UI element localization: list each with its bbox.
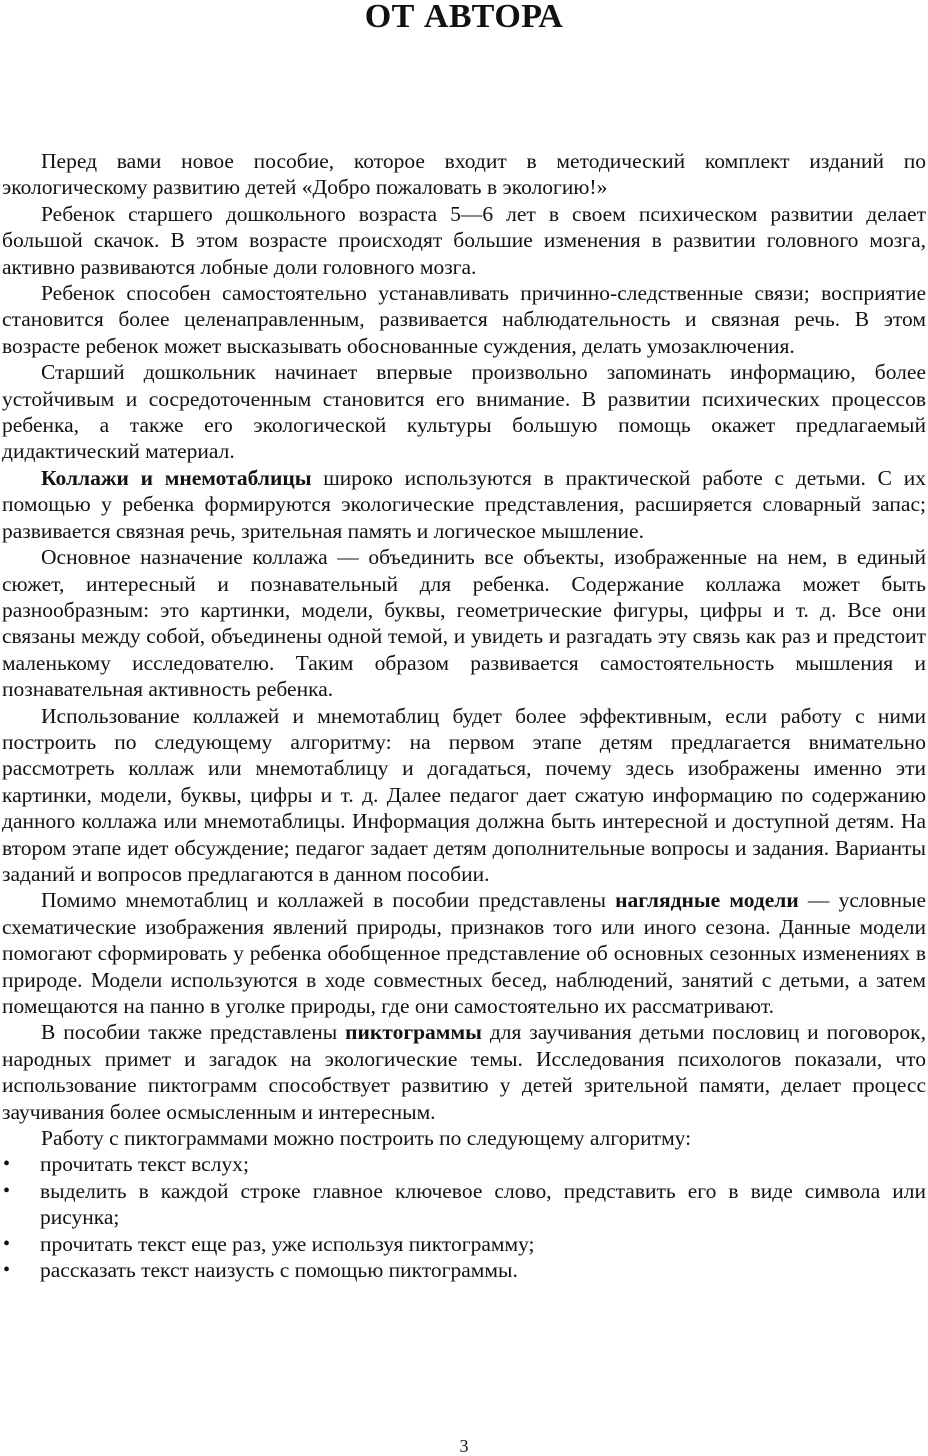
list-item: • прочитать текст еще раз, уже используя пиктограмму; <box>2 1231 926 1257</box>
paragraph-algorithm: Использование коллажей и мнемотаблиц будет более эффективным, если работу с ними построить по следующему алгоритму: на первом этапе детям предлагается внимательно рассмотреть коллаж или мнемотаблицу и догадаться, почему здесь изображены именно эти картинки, модели, буквы, цифры и т. д. Далее педагог дает сжатую информацию по содержанию данного коллажа или мнемотаблицы. Информация должна быть интересной и доступной детям. На втором этапе идет обсуждение; педагог задает детям дополнительные вопросы и задания. Варианты заданий и вопросов предлагаются в данном пособии. <box>2 703 926 886</box>
term-visual-models: наглядные модели <box>615 888 799 913</box>
page-number: 3 <box>459 1436 469 1456</box>
body-text <box>2 148 926 1283</box>
paragraph-collages-text: широко используются в практической работе с детьми. С их помощью у ребенка формируются экологические представления, расширяется словарный запас; развивается связная речь, зрительная память и логическое мышление. <box>2 465 926 543</box>
paragraph-memory-attention: Старший дошкольник начинает впервые произвольно запоминать информацию, более устойчивым и сосредоточенным становится его внимание. В развитии психических процессов ребенка, а также его экологической культуры большую помощь окажет предлагаемый дидактический материал. <box>2 360 926 464</box>
list-item: • рассказать текст наизусть с помощью пиктограммы. <box>2 1257 926 1283</box>
paragraph-cause-effect: Ребенок способен самостоятельно устанавливать причинно-следственные связи; восприятие становится более целенаправленным, развивается наблюдательность и связная речь. В этом возрасте ребенок может высказывать обоснованные суждения, делать умозаключения. <box>2 281 926 358</box>
algorithm-list <box>2 1151 926 1283</box>
page-title: ОТ АВТОРА <box>364 0 564 35</box>
paragraph-visual-models-text: — условные схематические изображения явлений природы, признаков того или иного сезона. Данные модели помогают сформировать у ребенка обобщенное представление об основных сезонных изменениях в природе. Модели используются в ходе совместных бесед, наблюдений, занятий с детьми, а затем помещаются на панно в уголке природы, где они самостоятельно их рассматривают. <box>2 888 926 1018</box>
paragraph-age-development: Ребенок старшего дошкольного возраста 5—6 лет в своем психическом развитии делает большой скачок. В этом возрасте происходят большие изменения в развитии головного мозга, активно развиваются лобные доли головного мозга. <box>2 201 926 279</box>
paragraph-collage-purpose: Основное назначение коллажа — объединить все объекты, изображенные на нем, в единый сюжет, интересный и познавательный для ребенка. Содержание коллажа может быть разнообразным: это картинки, модели, буквы, геометрические фигуры, цифры и т. д. Все они связаны между собой, объединены одной темой, и увидеть и разгадать эту связь как раз и предстоит маленькому исследователю. Таким образом развивается самостоятельность мышления и познавательная активность ребенка. <box>2 545 926 702</box>
paragraph-visual-models-before: Помимо мнемотаблиц и коллажей в пособии представлены <box>41 888 616 913</box>
term-pictograms: пиктограммы <box>345 1020 482 1045</box>
paragraph-pictograms-before: В пособии также представлены <box>41 1020 346 1045</box>
term-collages: Коллажи и мнемотаблицы <box>41 465 312 490</box>
paragraph-pictograms <box>2 1019 926 1125</box>
paragraph-intro: Перед вами новое пособие, которое входит в методический комплект изданий по экологическому развитию детей «Добро пожаловать в экологию!» <box>2 149 926 200</box>
paragraph-collages <box>2 465 926 544</box>
list-item: • выделить в каждой строке главное ключевое слово, представить его в виде символа или рисунка; <box>2 1178 926 1231</box>
paragraph-visual-models <box>2 887 926 1019</box>
list-item: • прочитать текст вслух; <box>2 1151 926 1177</box>
paragraph-pictogram-algorithm: Работу с пиктограммами можно построить по следующему алгоритму: <box>41 1126 692 1151</box>
paragraph-pictograms-text: для заучивания детьми пословиц и поговорок, народных примет и загадок на экологические темы. Исследования психологов показали, что использование пиктограмм способствует развитию у детей зрительной памяти, делает процесс заучивания более осмысленным и интересным. <box>2 1020 926 1124</box>
